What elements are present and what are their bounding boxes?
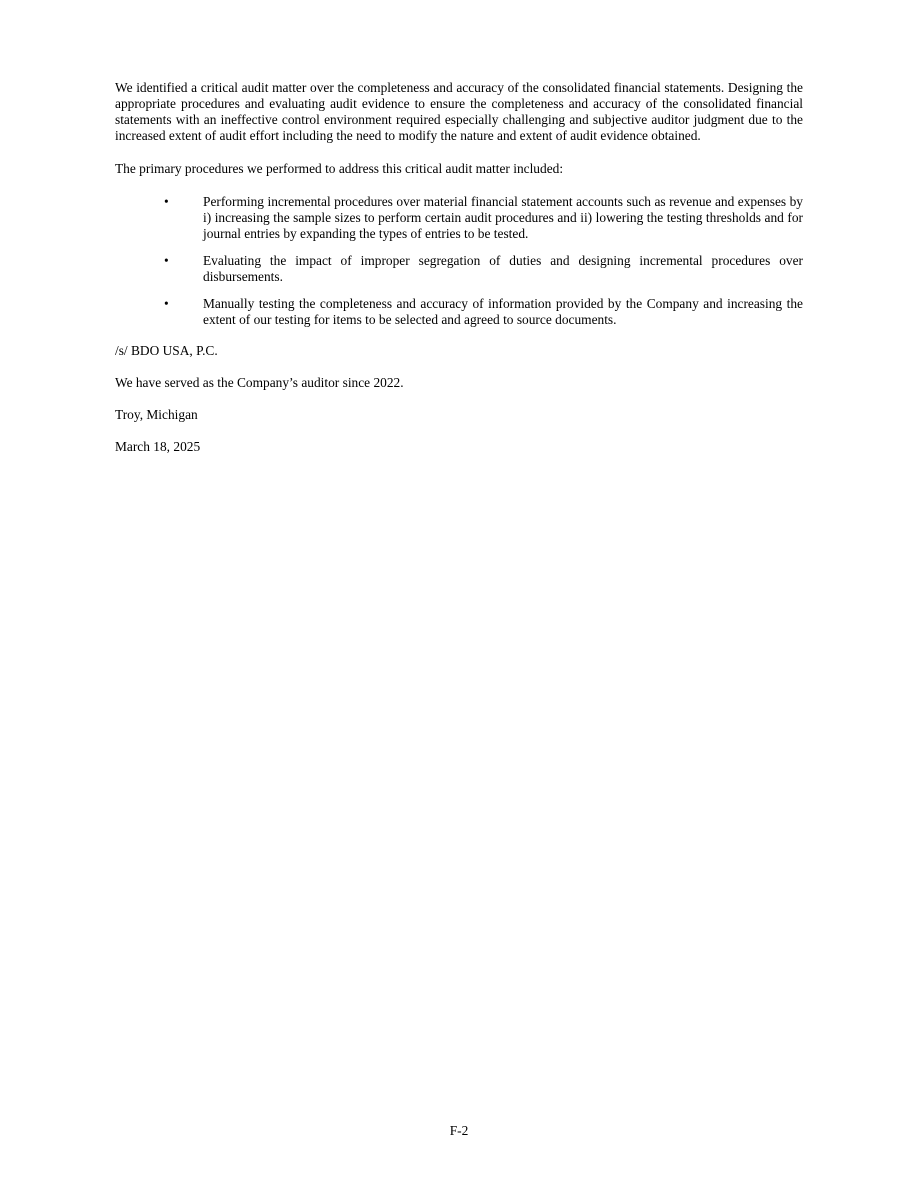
signature-line: /s/ BDO USA, P.C. bbox=[115, 343, 218, 358]
list-item bbox=[115, 194, 803, 242]
critical-audit-matter-paragraph: We identified a critical audit matter over the completeness and accuracy of the consolidated financial statements. Designing the appropriate procedures and evaluating audit evidence to ensure the completeness and accuracy of the consolidated financial statements with an ineffective control environment required especially challenging and subjective auditor judgment due to the increased extent of audit effort including the need to modify the nature and extent of audit evidence obtained. bbox=[115, 80, 803, 143]
list-item bbox=[115, 296, 803, 328]
bullet-icon: • bbox=[164, 253, 169, 268]
auditor-since-statement: We have served as the Company’s auditor since 2022. bbox=[115, 375, 404, 390]
list-item bbox=[115, 253, 803, 285]
report-date: March 18, 2025 bbox=[115, 439, 201, 454]
procedures-intro-paragraph: The primary procedures we performed to address this critical audit matter included: bbox=[115, 161, 564, 176]
report-location: Troy, Michigan bbox=[115, 407, 198, 422]
list-item-text: Performing incremental procedures over material financial statement accounts such as revenue and expenses by i) increasing the sample sizes to perform certain audit procedures and ii) lowering the testing thresholds and for journal entries by expanding the types of entries to be tested. bbox=[203, 194, 803, 241]
list-item-text: Evaluating the impact of improper segregation of duties and designing incremental procedures over disbursements. bbox=[203, 253, 803, 284]
list-item-text: Manually testing the completeness and accuracy of information provided by the Company and increasing the extent of our testing for items to be selected and agreed to source documents. bbox=[203, 296, 803, 327]
procedures-list bbox=[115, 194, 803, 328]
report-body bbox=[115, 80, 803, 471]
page-number: F-2 bbox=[449, 1123, 469, 1138]
bullet-icon: • bbox=[164, 296, 169, 311]
bullet-icon: • bbox=[164, 194, 169, 209]
